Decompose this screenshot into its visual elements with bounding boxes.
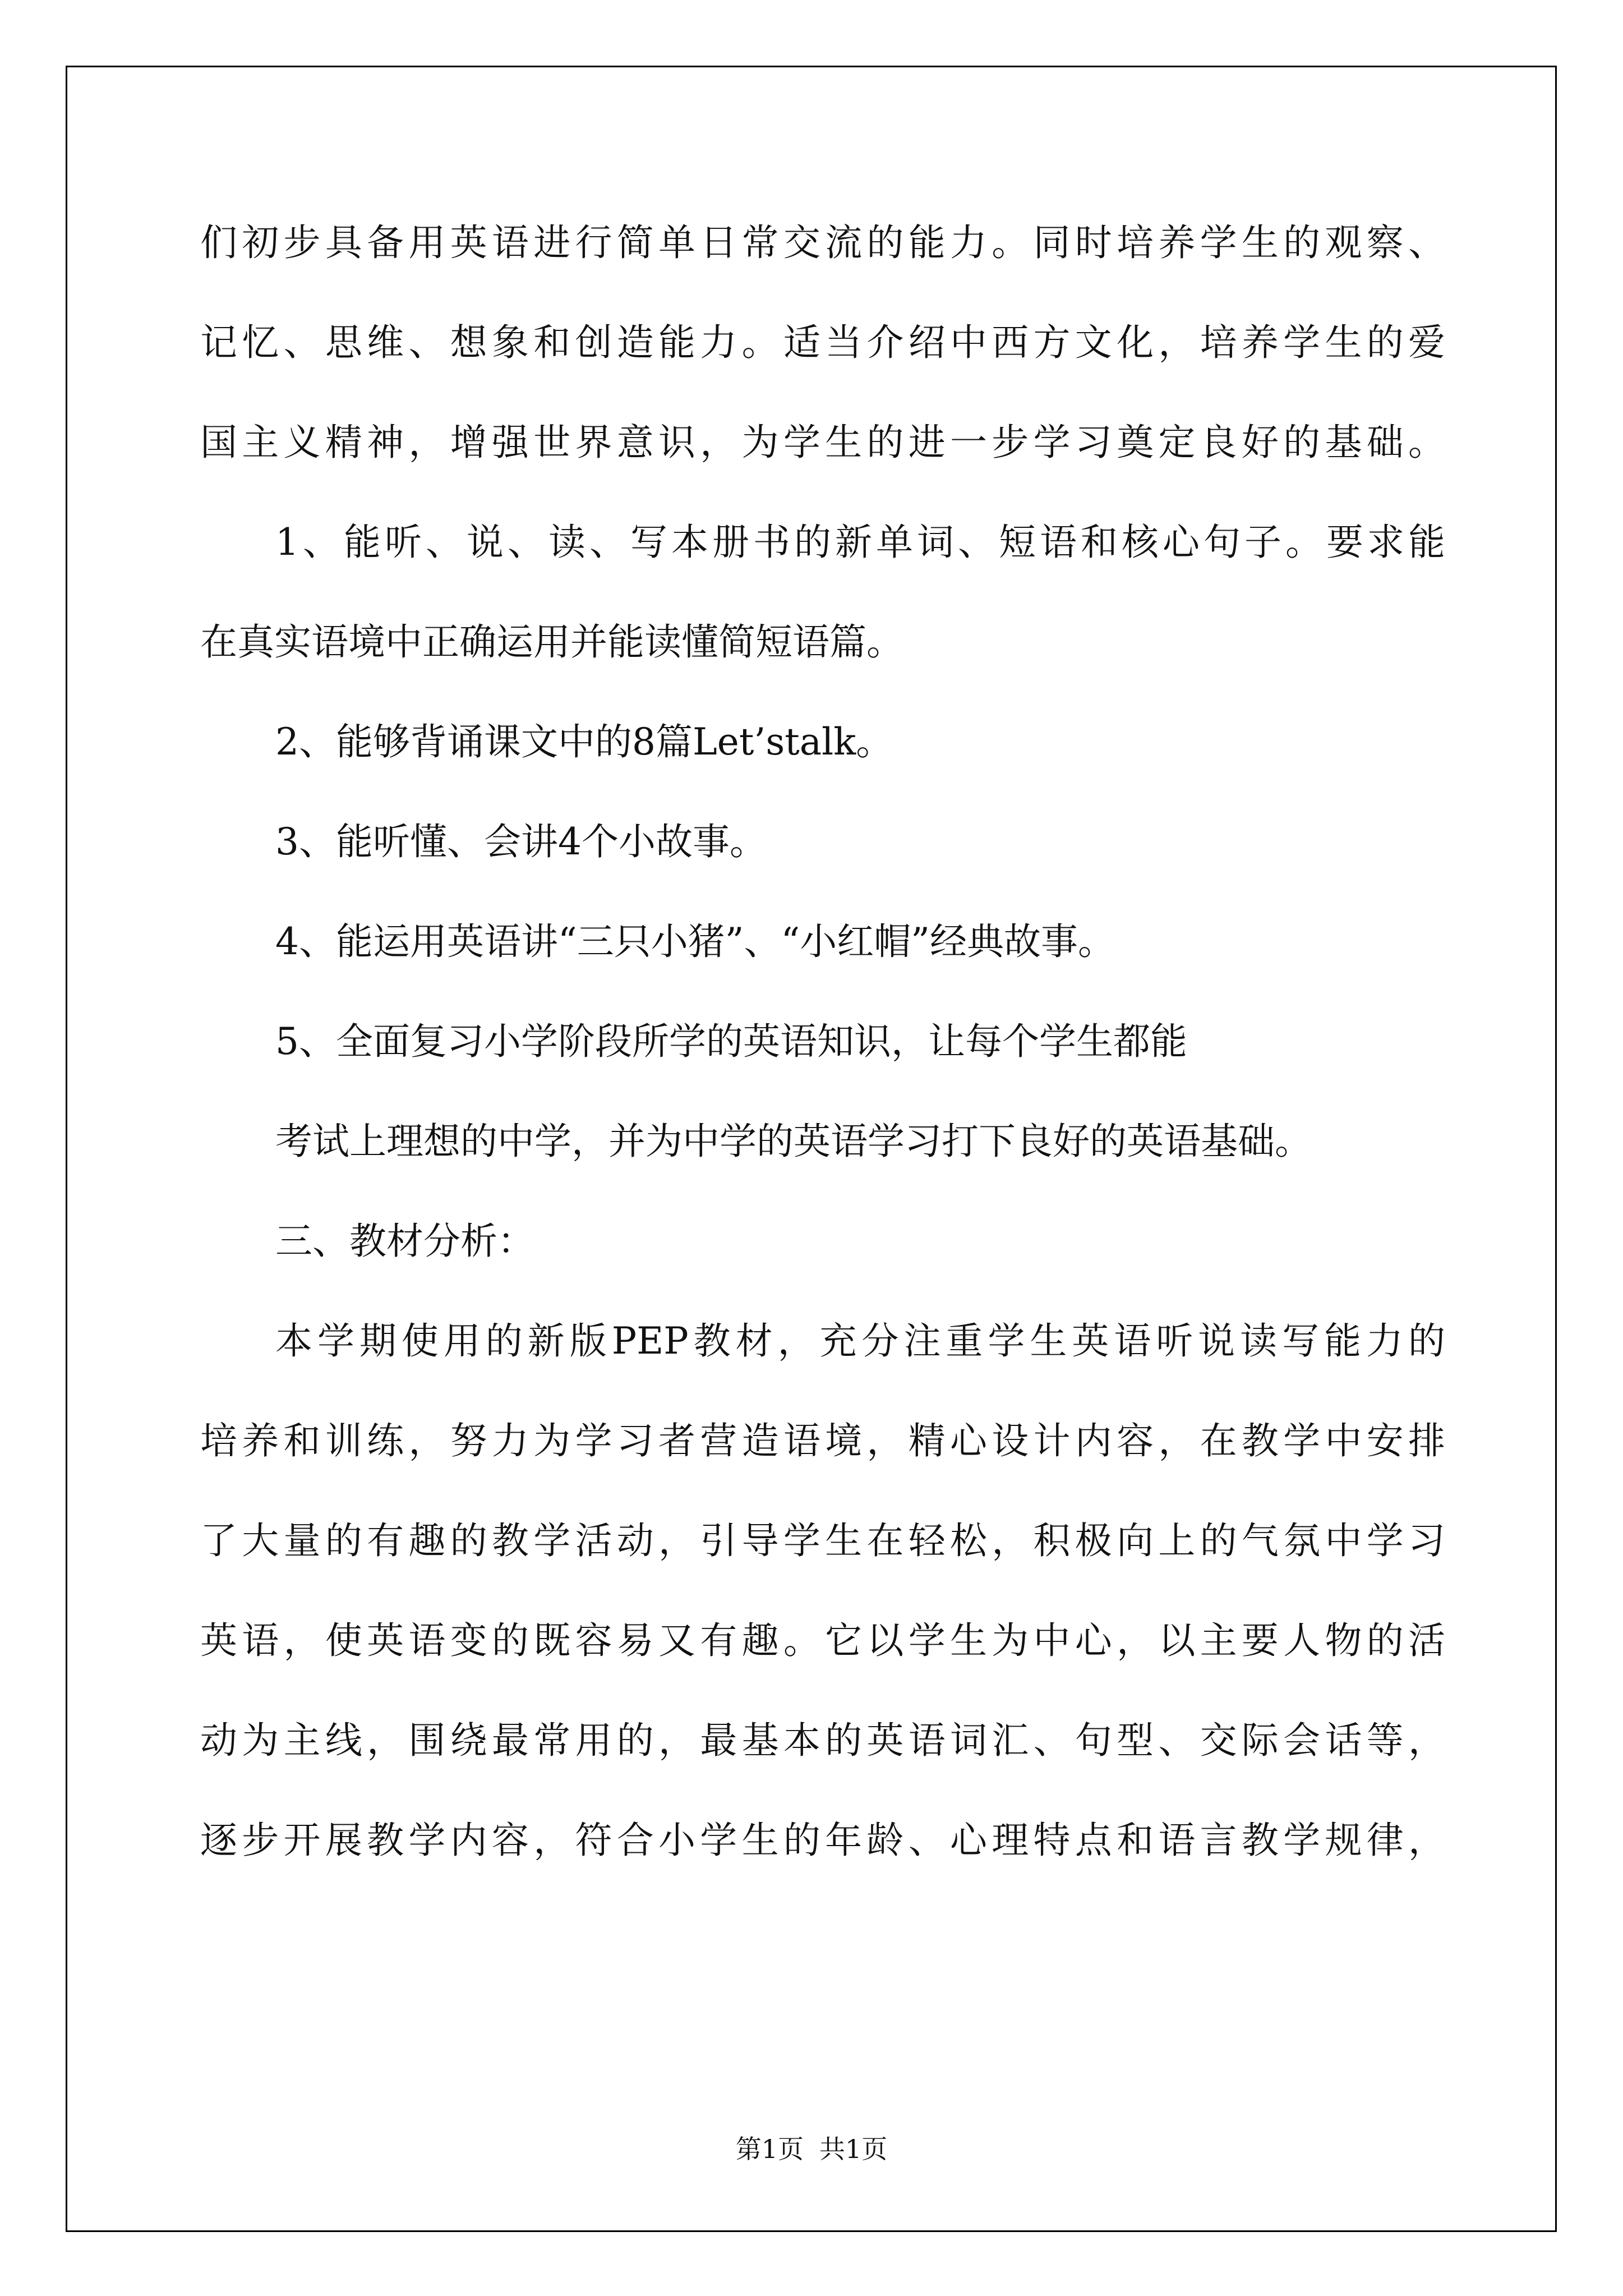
text-line: 考试上理想的中学，并为中学的英语学习打下良好的英语基础。 bbox=[275, 1120, 1312, 1163]
list-item-3: 3、能听懂、会讲4个小故事。 bbox=[275, 820, 767, 863]
list-item-4: 4、能运用英语讲“三只小猪”、“小红帽”经典故事。 bbox=[275, 920, 1115, 963]
list-item-5: 5、全面复习小学阶段所学的英语知识，让每个学生都能 bbox=[275, 1020, 1187, 1063]
text-line: 培养和训练，努力为学习者营造语境，精心设计内容，在教学中安排 bbox=[200, 1419, 1445, 1462]
text-line: 了大量的有趣的教学活动，引导学生在轻松，积极向上的气氛中学习 bbox=[200, 1519, 1445, 1562]
page-footer bbox=[0, 2129, 1623, 2166]
list-item-2: 2、能够背诵课文中的8篇Let’stalk。 bbox=[275, 720, 893, 763]
paragraph-start: 本学期使用的新版PEP教材，充分注重学生英语听说读写能力的 bbox=[275, 1319, 1445, 1363]
text-line: 逐步开展教学内容，符合小学生的年龄、心理特点和语言教学规律， bbox=[200, 1819, 1445, 1862]
page-number: 第1页 bbox=[735, 2134, 804, 2164]
text-line: 在真实语境中正确运用并能读懂简短语篇。 bbox=[200, 620, 903, 664]
list-item-1: 1、能听、说、读、写本册书的新单词、短语和核心句子。要求能 bbox=[275, 521, 1445, 564]
text-line: 国主义精神，增强世界意识，为学生的进一步学习奠定良好的基础。 bbox=[200, 421, 1445, 464]
page-total: 共1页 bbox=[819, 2134, 888, 2164]
text-line: 们初步具备用英语进行简单日常交流的能力。同时培养学生的观察、 bbox=[200, 221, 1445, 264]
section-heading: 三、教材分析： bbox=[275, 1220, 534, 1263]
text-line: 记忆、思维、想象和创造能力。适当介绍中西方文化，培养学生的爱 bbox=[200, 321, 1445, 364]
text-line: 英语，使英语变的既容易又有趣。它以学生为中心，以主要人物的活 bbox=[200, 1619, 1445, 1662]
text-line: 动为主线，围绕最常用的，最基本的英语词汇、句型、交际会话等， bbox=[200, 1719, 1445, 1762]
